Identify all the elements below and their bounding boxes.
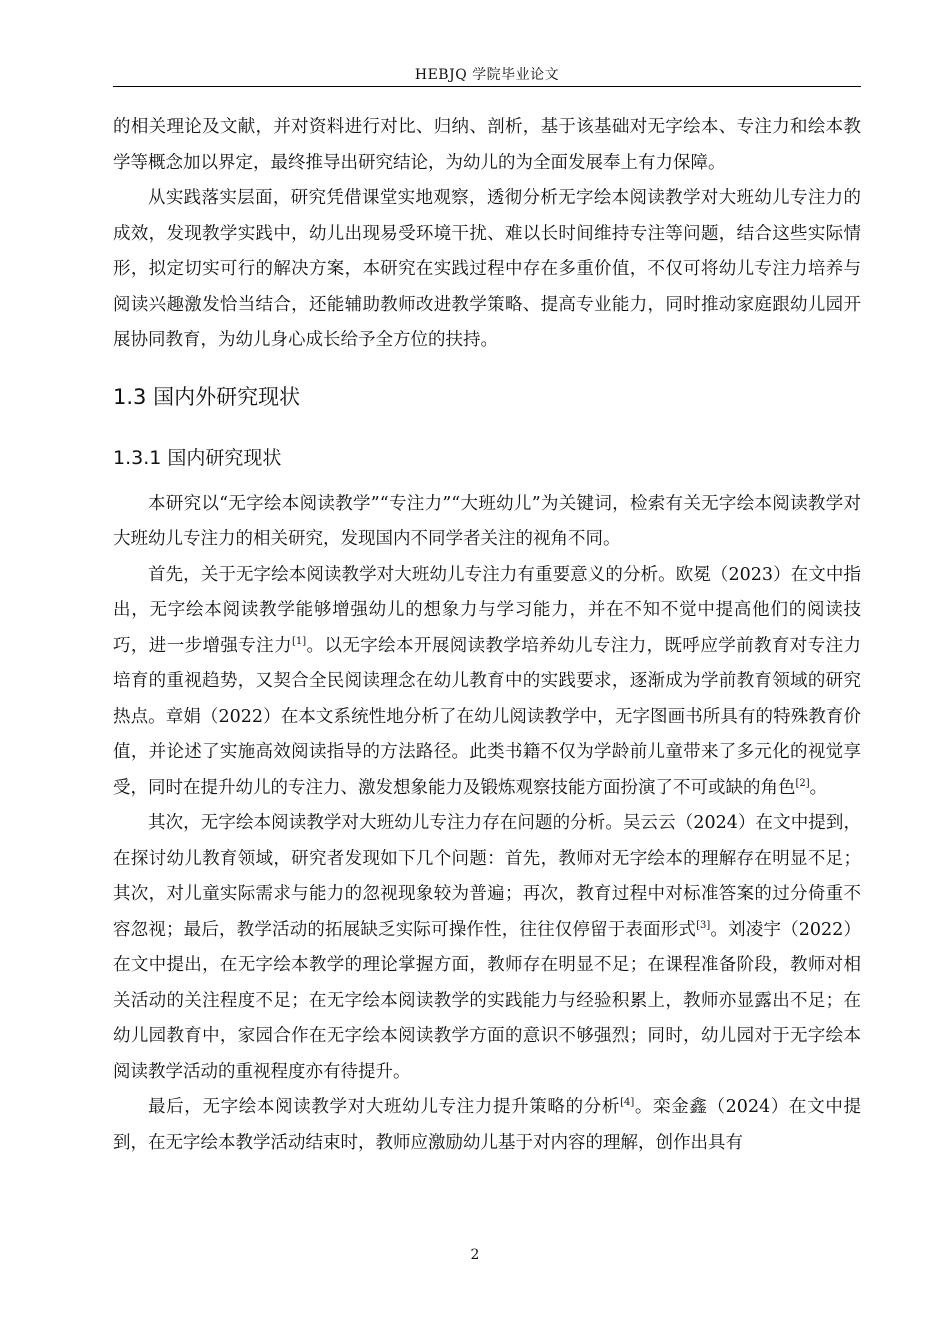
citation-ref: [3] (696, 919, 711, 931)
citation-ref: [4] (620, 1097, 635, 1109)
paragraph: 从实践落实层面，研究凭借课堂实地观察，透彻分析无字绘本阅读教学对大班幼儿专注力的成效，发现教学实践中，幼儿出现易受环境干扰、难以长时间维持专注等问题，结合这些实际情形，拟定切实可行的解决方案，本研究在实践过程中存在多重价值，不仅可将幼儿专注力培养与阅读兴趣激发恰当结合，还能辅助教师改进教学策略、提高专业能力，同时推动家庭跟幼儿园开展协同教育，为幼儿身心成长给予全方位的扶持。 (113, 188, 861, 350)
page-number: 2 (470, 1247, 480, 1263)
citation-ref: [1] (291, 635, 307, 647)
text-run: 。 (809, 777, 828, 798)
text-run: 最后，无字绘本阅读教学对大班幼儿专注力提升策略的分析 (148, 1097, 621, 1117)
paragraph: 的相关理论及文献，并对资料进行对比、归纳、剖析，基于该基础对无字绘本、专注力和绘本教学等概念加以界定，最终推导出研究结论，为幼儿的为全面发展奉上有力保障。 (113, 117, 861, 173)
paragraph (113, 558, 861, 807)
document-body (113, 110, 861, 1161)
section-heading: 1.3 国内外研究现状 (113, 384, 301, 409)
paragraph (113, 1090, 861, 1161)
text-run: 。刘凌宇（2022）在文中提出，在无字绘本教学的理论掌握方面，教师存在明显不足；在课程准备阶段，教师对相关活动的关注程度不足；在无字绘本阅读教学的实践能力与经验积累上，教师亦显露出不足；在幼儿园教育中，家园合作在无字绘本阅读教学方面的意识不够强烈；同时，幼儿园对于无字绘本阅读教学活动的重视程度亦有待提升。 (113, 919, 861, 1082)
text-run: 其次，无字绘本阅读教学对大班幼儿专注力存在问题的分析。吴云云（2024）在文中提到，在探讨幼儿教育领域，研究者发现如下几个问题：首先，教师对无字绘本的理解存在明显不足；其次，对儿童实际需求与能力的忽视现象较为普遍；再次，教育过程中对标准答案的过分倚重不容忽视；最后，教学活动的拓展缺乏实际可操作性，往往仅停留于表面形式 (113, 813, 861, 940)
paragraph (113, 806, 861, 1090)
page-header: HEBJQ 学院毕业论文 (414, 67, 560, 83)
text-run: 。以无字绘本开展阅读教学培养幼儿专注力，既呼应学前教育对专注力培育的重视趋势，又契合全民阅读理念在幼儿教育中的实践要求，逐渐成为学前教育领域的研究热点。章娟（2022）在本文系统性地分析了在幼儿阅读教学中，无字图画书所具有的特殊教育价值，并论述了实施高效阅读指导的方法路径。此类书籍不仅为学龄前儿童带来了多元化的视觉享受，同时在提升幼儿的专注力、激发想象能力及锻炼观察技能方面扮演了不可或缺的角色 (113, 635, 861, 798)
text-run: 首先，关于无字绘本阅读教学对大班幼儿专注力有重要意义的分析。欧冕（2023）在文中指出，无字绘本阅读教学能够增强幼儿的想象力与学习能力，并在不知不觉中提高他们的阅读技巧，进一步增强专注力 (113, 564, 861, 656)
text-run: 。栾金鑫（2024）在文中提到，在无字绘本教学活动结束时，教师应激励幼儿基于对内容的理解，创作出具有 (113, 1097, 861, 1153)
subsection-heading: 1.3.1 国内研究现状 (113, 446, 282, 469)
header-rule (113, 86, 861, 87)
paragraph: 本研究以“无字绘本阅读教学”“专注力”“大班幼儿”为关键词，检索有关无字绘本阅读教学对大班幼儿专注力的相关研究，发现国内不同学者关注的视角不同。 (113, 493, 861, 549)
citation-ref: [2] (795, 777, 810, 789)
